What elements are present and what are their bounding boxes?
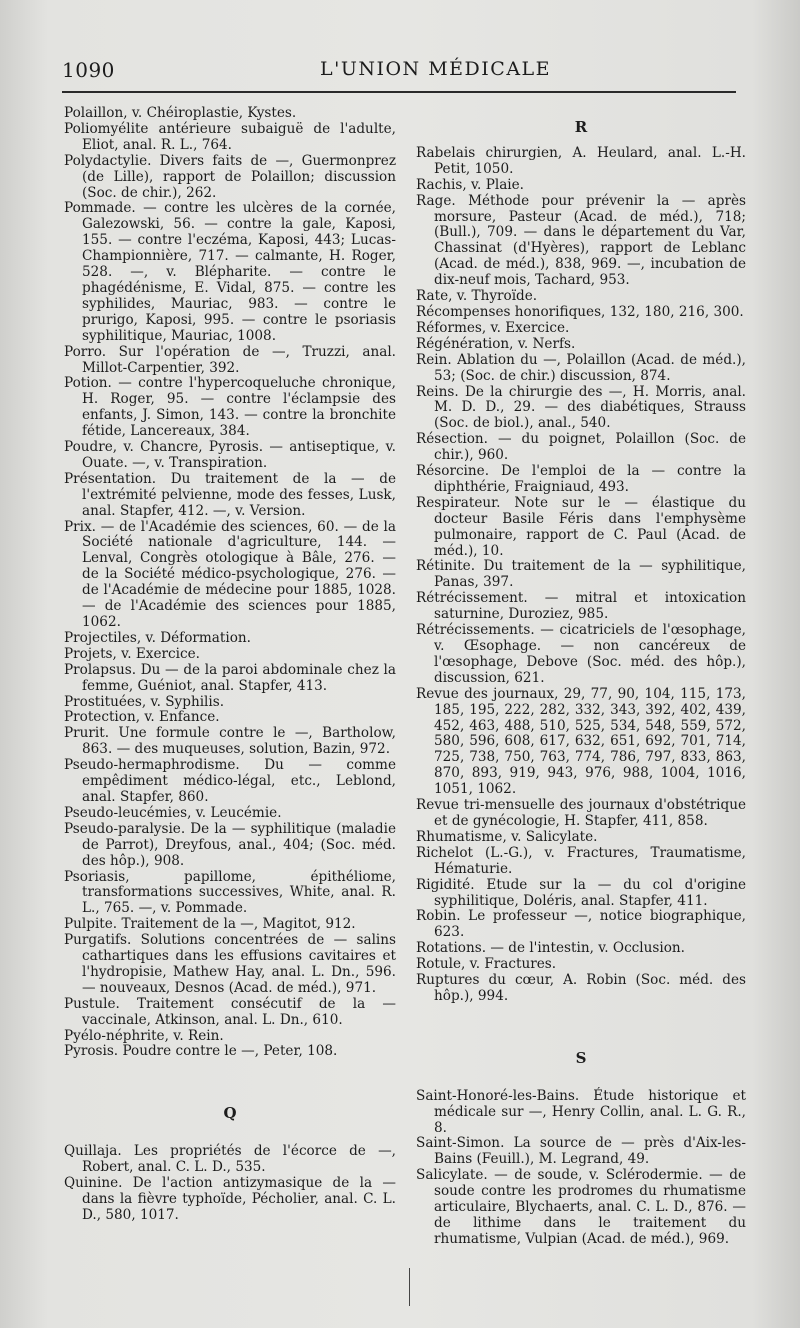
index-entry: Revue tri-mensuelle des journaux d'obstétrique et de gynécologie, H. Stapfer, 411, 858.: [416, 797, 746, 829]
index-entry: Pyrosis. Poudre contre le —, Peter, 108.: [64, 1043, 338, 1060]
index-entry: Pustule. Traitement consécutif de la — vaccinale, Atkinson, anal. L. Dn., 610.: [64, 995, 396, 1028]
right-column: [416, 106, 746, 1248]
entries-r: [416, 146, 746, 1005]
index-entry: Ruptures du cœur, A. Robin (Soc. méd. des hôp.), 994.: [416, 972, 746, 1004]
index-entry: Pommade. — contre les ulcères de la cornée, Galezowski, 56. — contre la gale, Kaposi, 155. — contre l'eczéma, Kaposi, 443; Lucas-Championnière, 717. — calmante, H. Roger, 528. —, v. Blépharite. — contre le phagédénisme, E. Vidal, 875. — contre les syphilides, Mauriac, 983. — contre le prurigo, Kaposi, 995. — contre le psoriasis syphilitique, Mauriac, 1008.: [64, 200, 396, 344]
left-column: [64, 106, 396, 1224]
index-entry: Saint-Honoré-les-Bains. Étude historique et médicale sur —, Henry Collin, anal. L. G. R., 8.: [416, 1087, 746, 1136]
index-entry: Prolapsus. Du — de la paroi abdominale chez la femme, Guéniot, anal. Stapfer, 413.: [64, 661, 396, 694]
index-entry: Projectiles, v. Déformation.: [64, 629, 251, 646]
index-entry: Pulpite. Traitement de la —, Magitot, 912.: [64, 916, 356, 933]
running-title: L'UNION MÉDICALE: [320, 58, 552, 80]
index-entry: Potion. — contre l'hypercoqueluche chronique, H. Roger, 95. — contre l'éclampsie des enfants, J. Simon, 143. — contre la bronchite fétide, Lancereaux, 384.: [64, 375, 396, 440]
index-entry: Pseudo-paralysie. De la — syphilitique (maladie de Parrot), Dreyfous, anal., 404; (Soc. méd. des hôp.), 908.: [64, 820, 396, 869]
page-header: [62, 58, 738, 84]
index-entry: Rétrécissement. — mitral et intoxication saturnine, Duroziez, 985.: [416, 590, 746, 623]
index-entry: Pseudo-hermaphrodisme. Du — comme empêdiment médico-légal, etc., Leblond, anal. Stapfer, 860.: [64, 757, 396, 805]
index-entry: Protection, v. Enfance.: [64, 709, 220, 726]
index-entry: Rotations. — de l'intestin, v. Occlusion.: [416, 940, 685, 957]
index-entry: Rabelais chirurgien, A. Heulard, anal. L.-H. Petit, 1050.: [416, 144, 746, 177]
entries-s: [416, 1089, 746, 1248]
header-rule: [62, 91, 736, 93]
column-rule: [409, 1268, 410, 1306]
section-letter-q: Q: [223, 1104, 237, 1123]
index-entry: Saint-Simon. La source de — près d'Aix-les-Bains (Feuill.), M. Legrand, 49.: [416, 1135, 746, 1168]
section-letter-r: R: [574, 118, 588, 136]
index-entry: Richelot (L.-G.), v. Fractures, Traumatisme, Hématurie.: [416, 844, 746, 877]
index-entry: Projets, v. Exercice.: [64, 645, 200, 662]
index-entry: Reins. De la chirurgie des —, H. Morris, anal. M. D. D., 29. — des diabétiques, Strauss (Soc. de biol.), anal., 540.: [416, 383, 746, 432]
index-entry: Rétrécissements. — cicatriciels de l'œsophage, v. Œsophage. — non cancéreux de l'œsophage, Debove (Soc. méd. des hôp.), discussion, 621.: [416, 622, 746, 686]
index-entry: Rétinite. Du traitement de la — syphilitique, Panas, 397.: [416, 558, 746, 591]
index-entry: Quillaja. Les propriétés de l'écorce de —, Robert, anal. C. L. D., 535.: [64, 1143, 396, 1176]
index-entry: Prix. — de l'Académie des sciences, 60. — de la Société nationale d'agriculture, 144. — Lenval, Congrès otologique à Bâle, 276. — de la Société médico-psychologique, 276. — de l'Académie de médecine pour 1885, 1028. — de l'Académie des sciences pour 1885, 1062.: [64, 518, 396, 630]
index-entry: Prostituées, v. Syphilis.: [64, 693, 225, 710]
index-entry: Pyélo-néphrite, v. Rein.: [64, 1027, 224, 1044]
index-entry: Psoriasis, papillome, épithéliome, transformations successives, White, anal. R. L., 765. —, v. Pommade.: [64, 868, 396, 917]
entries-p: [64, 106, 396, 1060]
index-entry: Récompenses honorifiques, 132, 180, 216, 300.: [416, 303, 744, 320]
index-entry: Résection. — du poignet, Polaillon (Soc. de chir.), 960.: [416, 431, 746, 464]
index-entry: Réformes, v. Exercice.: [416, 319, 570, 336]
index-entry: Porro. Sur l'opération de —, Truzzi, anal. Millot-Carpentier, 392.: [64, 343, 396, 376]
index-entry: Respirateur. Note sur le — élastique du docteur Basile Féris dans l'emphysème pulmonaire, rapport de C. Paul (Acad. de méd.), 10.: [416, 494, 746, 559]
index-entry: Poliomyélite antérieure subaiguë de l'adulte, Eliot, anal. R. L., 764.: [64, 120, 396, 153]
index-entry: Poudre, v. Chancre, Pyrosis. — antiseptique, v. Ouate. —, v. Transpiration.: [64, 439, 396, 471]
entries-q: [64, 1144, 396, 1224]
index-entry: Présentation. Du traitement de la — de l'extrémité pelvienne, mode des fesses, Lusk, anal. Stapfer, 412. —, v. Version.: [64, 470, 396, 519]
index-entry: Rein. Ablation du —, Polaillon (Acad. de méd.), 53; (Soc. de chir.) discussion, 874.: [416, 351, 746, 384]
index-entry: Rotule, v. Fractures.: [416, 956, 557, 973]
page-number: 1090: [62, 58, 115, 82]
index-entry: Rachis, v. Plaie.: [416, 176, 525, 193]
index-entry: Rate, v. Thyroïde.: [416, 288, 538, 305]
index-entry: Purgatifs. Solutions concentrées de — salins cathartiques dans les effusions cavitaires et l'hydropisie, Mathew Hay, anal. L. Dn., 596. — nouveaux, Desnos (Acad. de méd.), 971.: [64, 932, 396, 996]
section-letter-s: S: [575, 1048, 587, 1067]
index-entry: Revue des journaux, 29, 77, 90, 104, 115, 173, 185, 195, 222, 282, 332, 343, 392, 402, 439, 452, 463, 488, 510, 525, 534, 548, 559, 572, 580, 596, 608, 617, 632, 651, 692, 701, 714, 725, 738, 750, 763, 774, 786, 797, 833, 863, 870, 893, 919, 943, 976, 988, 1004, 1016, 1051, 1062.: [416, 685, 746, 798]
index-entry: Rage. Méthode pour prévenir la — après morsure, Pasteur (Acad. de méd.), 718; (Bull.), 709. — dans le département du Var, Chassinat (d'Hyères), rapport de Leblanc (Acad. de méd.), 838, 969. —, incubation de dix-neuf mois, Tachard, 953.: [416, 192, 746, 289]
index-entry: Régénération, v. Nerfs.: [416, 335, 576, 352]
index-entry: Quinine. De l'action antizymasique de la — dans la fièvre typhoïde, Pécholier, anal. C. L. D., 580, 1017.: [64, 1175, 396, 1223]
index-entry: Polydactylie. Divers faits de —, Guermonprez (de Lille), rapport de Polaillon; discussion (Soc. de chir.), 262.: [64, 152, 396, 201]
index-entry: Robin. Le professeur —, notice biographique, 623.: [416, 908, 746, 941]
index-entry: Pseudo-leucémies, v. Leucémie.: [64, 804, 282, 821]
index-entry: Polaillon, v. Chéiroplastie, Kystes.: [64, 105, 297, 121]
index-entry: Prurit. Une formule contre le —, Bartholow, 863. — des muqueuses, solution, Bazin, 972.: [64, 725, 396, 758]
index-entry: Résorcine. De l'emploi de la — contre la diphthérie, Fraigniaud, 493.: [416, 463, 746, 495]
index-entry: Salicylate. — de soude, v. Sclérodermie. — de soude contre les prodromes du rhumatisme articulaire, Blychaerts, anal. C. L. D., 876. — de lithime dans le traitement du rhumatisme, Vulpian (Acad. de méd.), 969.: [416, 1167, 746, 1247]
index-entry: Rhumatisme, v. Salicylate.: [416, 828, 598, 845]
index-entry: Rigidité. Etude sur la — du col d'origine syphilitique, Doléris, anal. Stapfer, 411.: [416, 876, 746, 909]
